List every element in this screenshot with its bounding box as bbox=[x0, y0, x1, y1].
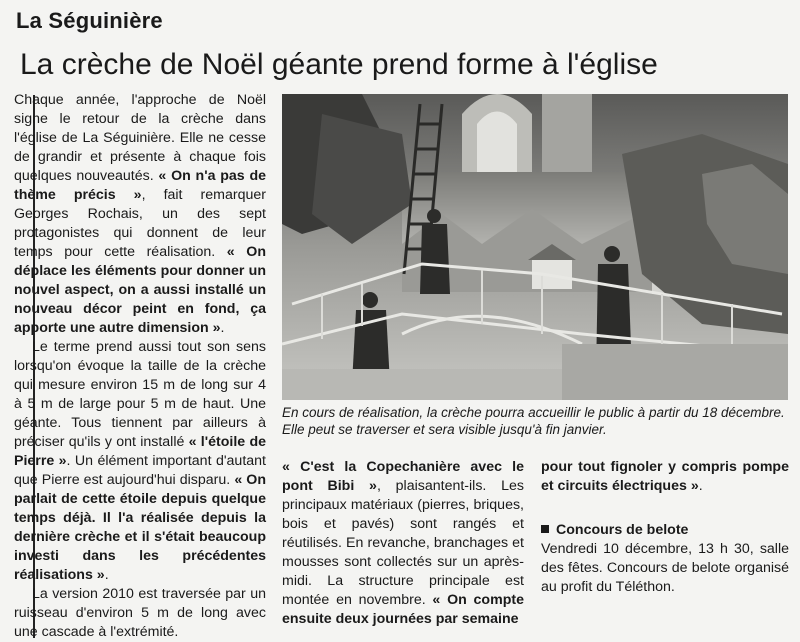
quote: « C'est la Copechanière avec le pont Bibi » bbox=[282, 459, 524, 494]
text-run: . Un élément important d'autant que Pierre est aujourd'hui disparu. bbox=[14, 453, 266, 488]
quote: « On parlait de cette étoile depuis quelque temps déjà. Il l'a réalisée depuis la dernière crèche et il s'était beaucoup investi dans les précédentes réalisations » bbox=[14, 472, 266, 583]
quote: « On déplace les éléments pour donner un nouvel aspect, on a aussi installé un nouveau décor peint en fond, ça apporte une autre dimension » bbox=[14, 244, 266, 336]
text-run: Chaque année, l'approche de Noël signe le retour de la crèche dans l'église de La Séguinière. Elle ne cesse de grandir et présente à chaque fois quelques nouveautés. bbox=[14, 92, 266, 184]
section-kicker: La Séguinière bbox=[16, 8, 163, 33]
text-run: . bbox=[104, 567, 109, 583]
brief-body: Vendredi 10 décembre, 13 h 30, salle des fêtes. Concours de belote organisé au profit du Téléthon. bbox=[541, 541, 789, 595]
text-run: . bbox=[220, 320, 225, 336]
nativity-scene-photo bbox=[282, 94, 788, 400]
paragraph: La version 2010 est traversée par un ruisseau d'environ 5 m de long avec une cascade à l'extrémité. bbox=[14, 586, 266, 640]
text-run: . bbox=[698, 478, 703, 494]
brief-title: Concours de belote bbox=[556, 522, 689, 538]
quote: « On n'a pas de thème précis » bbox=[14, 168, 266, 203]
quote: pour tout fignoler y compris pompe et circuits électriques » bbox=[541, 459, 789, 494]
paragraph bbox=[282, 458, 524, 629]
square-bullet-icon bbox=[541, 525, 549, 533]
text-run: , fait remarquer Georges Rochais, un des sept protagonistes qui donnent de leur temps pour cette réalisation. bbox=[14, 187, 266, 260]
article-column-3 bbox=[541, 458, 789, 597]
article-column-1 bbox=[14, 91, 266, 642]
text-run: , plaisantent-ils. Les principaux matériaux (pierres, briques, bois et pavés) sont rangés et réutilisés. En revanche, branchages et mousses sont collectés sur un après-midi. La structure principale est montée en novembre. bbox=[282, 478, 524, 608]
paragraph bbox=[541, 458, 789, 496]
brief-heading bbox=[541, 521, 789, 540]
quote: « l'étoile de Pierre » bbox=[14, 434, 267, 469]
article-headline: La crèche de Noël géante prend forme à l'église bbox=[20, 48, 658, 81]
article-column-2 bbox=[282, 458, 524, 629]
paragraph bbox=[14, 91, 266, 338]
text-run: Le terme prend aussi tout son sens lorsqu'on évoque la taille de la crèche qui mesure environ 15 m de long sur 4 à 5 m de large pour 5 m de haut. Une géante. Tous tiennent par ailleurs à préciser qu'ils y ont installé bbox=[14, 339, 266, 450]
paragraph bbox=[14, 338, 266, 585]
photo-illustration bbox=[282, 94, 788, 400]
photo-caption: En cours de réalisation, la crèche pourra accueillir le public à partir du 18 décembre. Elle peut se traverser et sera visible jusqu'à fin janvier. bbox=[282, 405, 785, 437]
quote: « On compte ensuite deux journées par semaine bbox=[282, 592, 524, 627]
